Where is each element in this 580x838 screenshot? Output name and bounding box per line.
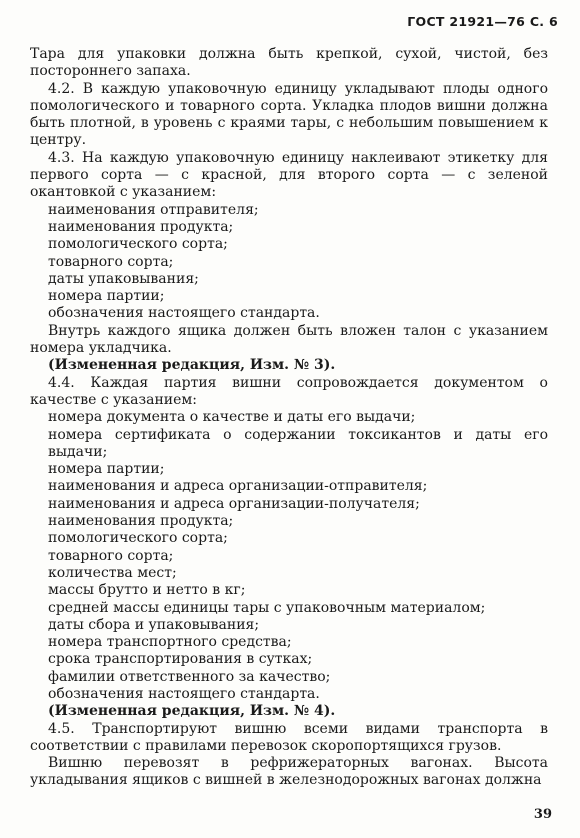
list-item: средней массы единицы тары с упаковочным материалом; — [48, 599, 486, 616]
paragraph-4-5: 4.5. Транспортируют вишню всеми видами транспорта в соответствии с правилами перевозок скоропортящихся грузов. — [30, 720, 548, 754]
document-body — [30, 46, 548, 790]
page-number: 39 — [533, 807, 552, 822]
list-item: обозначения настоящего стандарта. — [48, 685, 320, 702]
list-item: наименования и адреса организации-получателя; — [48, 495, 420, 512]
list-item: количества мест; — [48, 564, 177, 581]
paragraph: Вишню перевозят в рефрижераторных вагонах. Высота укладывания ящиков с вишней в железнодорожных вагонах должна — [30, 755, 548, 789]
list-item: даты упаковывания; — [48, 270, 199, 287]
list-item: номера сертификата о содержании токсикантов и даты его выдачи; — [48, 426, 548, 460]
list-item: товарного сорта; — [48, 253, 174, 270]
list-item: номера партии; — [48, 288, 165, 305]
list-item: номера документа о качестве и даты его выдачи; — [48, 409, 416, 426]
list-item: наименования и адреса организации-отправителя; — [48, 478, 428, 495]
paragraph-4-3: 4.3. На каждую упаковочную единицу наклеивают этикетку для первого сорта — с красной, для второго сорта — с зеленой окантовкой с указанием: — [30, 149, 548, 201]
paragraph-4-2: 4.2. В каждую упаковочную единицу укладывают плоды одного помологического и товарного сорта. Укладка плодов вишни должна быть плотной, в уровень с краями тары, с небольшим повышением к центру. — [30, 80, 548, 149]
list-item: помологического сорта; — [48, 236, 228, 253]
list-item: товарного сорта; — [48, 547, 174, 564]
paragraph: Внутрь каждого ящика должен быть вложен талон с указанием номера укладчика. — [30, 322, 548, 357]
list-item: наименования отправителя; — [48, 201, 259, 218]
amendment-note: (Измененная редакция, Изм. № 3). — [48, 357, 336, 374]
list-item: наименования продукта; — [48, 218, 234, 235]
list-item: помологического сорта; — [48, 530, 228, 547]
page-header: ГОСТ 21921—76 С. 6 — [407, 14, 558, 29]
list-item: номера партии; — [48, 461, 165, 478]
amendment-note: (Измененная редакция, Изм. № 4). — [48, 703, 336, 720]
list-item: номера транспортного средства; — [48, 634, 292, 651]
list-item: наименования продукта; — [48, 513, 234, 530]
list-item: массы брутто и нетто в кг; — [48, 582, 246, 599]
list-item: обозначения настоящего стандарта. — [48, 305, 320, 322]
paragraph: Тара для упаковки должна быть крепкой, сухой, чистой, без постороннего запаха. — [30, 46, 548, 80]
paragraph-4-4: 4.4. Каждая партия вишни сопровождается документом о качестве с указанием: — [30, 374, 548, 408]
list-item: срока транспортирования в сутках; — [48, 651, 313, 668]
list-item: фамилии ответственного за качество; — [48, 668, 331, 685]
list-item: даты сбора и упаковывания; — [48, 616, 260, 633]
